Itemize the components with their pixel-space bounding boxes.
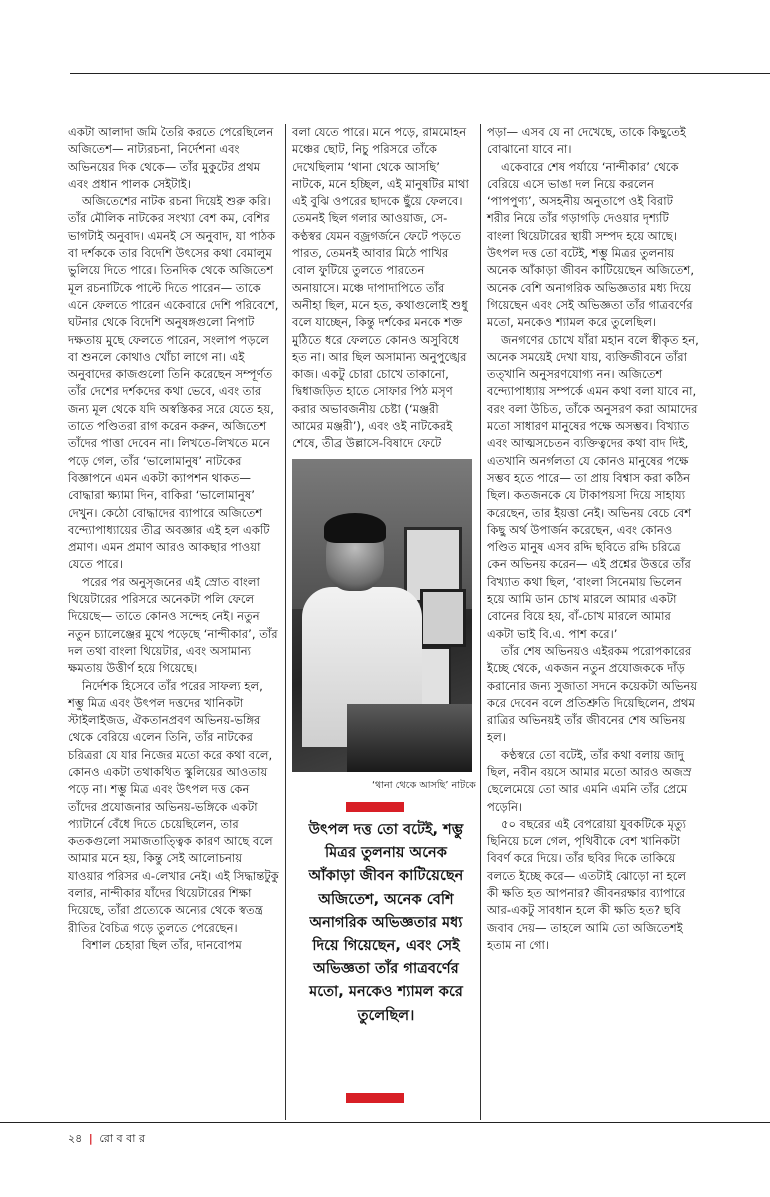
article-column-3 xyxy=(487,124,699,954)
page-number: ২৪ xyxy=(68,1132,83,1145)
photo-desk xyxy=(347,704,472,772)
photo-figure-hair xyxy=(324,513,386,543)
paragraph: জনগণের চোখে যাঁরা মহান বলে স্বীকৃত হন, অনেক সময়েই দেখা যায়, ব্যক্তিজীবনে তাঁরা তত্খানি অনুসরণযোগ্য নন। অজিতেশ বন্দ্যোপাধ্যায় সম্পর্কে এমন কথা বলা যাবে না, বরং বলা উচিত, তাঁকে অনুসরণ করা আমাদের মতো সাধারণ মানুষের পক্ষে অসম্ভব। বিখ্যাত এবং আত্মসচেতন ব্যক্তিত্বদের কথা বাদ দিই, এতখানি অনর্গলতা যে কোনও মানুষের পক্ষে সম্ভব হতে পারে— তা প্রায় বিশ্বাস করা কঠিন ছিল। কতজনকে যে টাকাপয়সা দিয়ে সাহায্য করেছেন, তার ইয়ত্তা নেই। অভিনয় বেচে বেশ কিছু অর্থ উপার্জন করেছেন, এবং কোনও পণ্ডিত মানুষ এসব রদ্দি ছবিতে রদ্দি চরিত্রে কেন অভিনয় করেন— এই প্রশ্নের উত্তরে তাঁর বিখ্যাত কথা ছিল, ‘বাংলা সিনেমায় ভিলেন হয়ে আমি ডান চোখ মারলে আমার একটা বোনের বিয়ে হয়, বাঁ-চোখ মারলে আমার একটা ভাই বি.এ. পাশ করে।’ xyxy=(487,332,699,641)
pullquote-bar-bottom xyxy=(346,1093,404,1103)
folio-separator: | xyxy=(88,1132,93,1145)
paragraph: একটা আলাদা জমি তৈরি করতে পেরেছিলেন অজিতেশ— নাট্যরচনা, নির্দেশনা এবং অভিনয়ের দিক থেকে— তাঁর মুকুটের প্রথম এবং প্রধান পালক সেইটাই। xyxy=(68,125,274,191)
column-divider-2 xyxy=(480,124,481,1120)
paragraph: অজিতেশের নাটক রচনা দিয়েই শুরু করি। তাঁর মৌলিক নাটকের সংখ্যা বেশ কম, বেশির ভাগটাই অনুবাদ। এমনই সে অনুবাদ, যা পাঠক বা দর্শককে তার বিদেশি উৎসের কথা বেমালুম ভুলিয়ে দিতে পারে। তিনদিক থেকে অজিতেশ মূল রচনাটিকে পাল্টে দিতে পারেন— তাকে এনে ফেলতে পারেন একেবারে দেশি পরিবেশে, ঘটনার থেকে বিদেশি অনুষঙ্গগুলো নিপাট দক্ষতায় মুছে ফেলতে পারেন, সংলাপ পড়লে বা শুনলে কোথাও খোঁচা লাগে না। এই অনুবাদের কাজগুলো তিনি করেছেন সম্পূর্ণত তাঁর দেশের দর্শকদের কথা ভেবে, এবং তার জন্য মূল থেকে যদি অস্বস্তিকর সরে যেতে হয়, তাতে পণ্ডিতরা রাগ করেন করুন, অজিতেশ তাঁদের পাত্তা দেবেন না। লিখতে-লিখতে মনে পড়ে গেল, তাঁর ‘ভালোমানুষ’ নাটকের বিজ্ঞাপনে এমন একটা ক্যাপশন থাকত— বোদ্ধারা ক্ষ্যামা দিন, বাকিরা ‘ভালোমানুষ’ দেখুন। কেঠো বোদ্ধাদের ব্যাপারে অজিতেশ বন্দ্যোপাধ্যায়ের তীব্র অবজ্ঞার এই হল একটি প্রমাণ। এমন প্রমাণ আরও আকছার পাওয়া যেতে পারে। xyxy=(68,194,279,572)
column-divider-1 xyxy=(285,124,286,1120)
magazine-name: রো ব বা র xyxy=(99,1132,146,1145)
photo-wall-frame xyxy=(417,647,451,711)
paragraph: কণ্ঠস্বরে তো বটেই, তাঁর কথা বলায় জাদু ছিল, নবীন বয়সে আমার মতো আরও অজস্র ছেলেমেয়ে তো আর এমনি এমনি তাঁর প্রেমে পড়েনি। xyxy=(487,747,692,814)
paragraph: ৫০ বছরের এই বেপরোয়া যুবকটিকে মৃত্যু ছিনিয়ে চলে গেল, পৃথিবীকে বেশ খানিকটা বিবর্ণ করে দিয়ে। তাঁর ছবির দিকে তাকিয়ে বলতে ইচ্ছে করে— এতটাই ঝোড়ো না হলে কী ক্ষতি হত আপনার? জীবনরক্ষার ব্যাপারে আর-একটু সাবধান হলে কী ক্ষতি হত? ছবি জবাব দেয়— তাহলে আমি তো অজিতেশই হতাম না গো। xyxy=(487,816,687,952)
paragraph: বলা যেতে পারে। মনে পড়ে, রামমোহন মঞ্চের ছোট, নিচু পরিসরে তাঁকে দেখেছিলাম ‘থানা থেকে আসছি’ নাটকে, মনে হচ্ছিল, এই মানুষটির মাথা এই বুঝি ওপরের ছাদকে ছুঁয়ে ফেলবে। তেমনই ছিল গলার আওয়াজ, সে-কণ্ঠস্বর যেমন বজ্রগর্জনে ফেটে পড়তে পারত, তেমনই আবার মিঠে পাখির বোল ফুটিয়ে তুলতে পারতেন অনায়াসে। মঞ্চে দাপাদাপিতে তাঁর অনীহা ছিল, মনে হত, কথাগুলোই শুধু বলে যাচ্ছেন, কিন্তু দর্শকের মনকে শক্ত মুঠিতে ধরে ফেলতে কোনও অসুবিধে হত না। আর ছিল অসামান্য অনুপুঙ্খের কাজ। একটু চোরা চোখে তাকানো, দ্বিধাজড়িত হাতে সোফার পিঠ মসৃণ করার অভাবজনীয় চেষ্টা (‘মঞ্জরী আমের মঞ্জরী’), এবং ওই নাটকেরই শেষে, তীব্র উল্লাসে-বিষাদে ফেটে xyxy=(292,125,469,451)
paragraph: নির্দেশক হিসেবে তাঁর পরের সাফল্য হল, শম্ভু মিত্র এবং উৎপল দত্তদের খানিকটা স্টাইলাইজড, ঐকতানপ্রবণ অভিনয়-ভঙ্গির থেকে বেরিয়ে এলেন তিনি, তাঁর নাটকের চরিত্ররা যে যার নিজের মতো করে কথা বলে, কোনও একটা তথাকথিত স্কুলিয়ের আওতায় পড়ে না। শম্ভু মিত্র এবং উৎপল দত্ত কেন তাঁদের প্রযোজনার অভিনয়-ভঙ্গিকে একটা প্যাটার্নে বেঁধে দিতে চেয়েছিলেন, তার কতকগুলো সমাজতাত্ত্বিক কারণ আছে বলে আমার মনে হয়, কিন্তু সেই আলোচনায় যাওয়ার পরিসর এ-লেখার নেই। এই সিদ্ধান্তটুকু বলার, নান্দীকার যাঁদের থিয়েটারের শিক্ষা দিয়েছে, তাঁরা প্রত্যেকে অন্যের থেকে স্বতন্ত্র রীতির বৈচিত্র গড়ে তুলতে পেরেছেন। xyxy=(68,678,279,935)
bottom-rule xyxy=(0,1122,770,1123)
page-folio xyxy=(68,1130,145,1149)
top-rule xyxy=(70,73,770,74)
article-column-1 xyxy=(68,124,280,954)
paragraph: তাঁর শেষ অভিনয়ও এইরকম পরোপকারের ইচ্ছে থেকে, একজন নতুন প্রযোজককে দাঁড় করানোর জন্য সুজাতা সদনে কয়েকটা অভিনয় করে দেবেন বলে প্রতিশ্রুতি দিয়েছিলেন, প্রথম রাত্রির অভিনয়ই তাঁর জীবনের শেষ অভিনয় হল। xyxy=(487,643,698,745)
pullquote: উৎপল দত্ত তো বটেই, শম্ভু মিত্রর তুলনায় অনেক আঁকাড়া জীবন কাটিয়েছেন অজিতেশ, অনেক বেশি অনাগরিক অভিজ্ঞতার মধ্য দিয়ে গিয়েছেন, এবং সেই অভিজ্ঞতা তাঁর গাত্রবর্ণের মতো, মনকেও শ্যামল করে তুলেছিল। xyxy=(308,821,464,1024)
paragraph: পরের পর অনুসৃজনের এই স্রোত বাংলা থিয়েটারের পরিসরে অনেকটা পলি ফেলে দিয়েছে— তাতে কোনও সন্দেহ নেই। নতুন নতুন চ্যালেঞ্জের মুখে পড়েছে ‘নান্দীকার’, তাঁর দল তথা বাংলা থিয়েটার, এবং অসামান্য ক্ষমতায় উত্তীর্ণ হয়ে গিয়েছে। xyxy=(68,574,278,676)
photo-wall-frame xyxy=(420,589,466,647)
pullquote-bar-top xyxy=(346,802,404,812)
actor-photo xyxy=(292,459,472,772)
paragraph: পড়া— এসব যে না দেখেছে, তাকে কিছুতেই বোঝানো যাবে না। xyxy=(487,125,686,157)
photo-caption: ‘থানা থেকে আসছি’ নাটকে xyxy=(372,780,476,791)
paragraph: একেবারে শেষ পর্যায়ে ‘নান্দীকার’ থেকে বেরিয়ে এসে ভাঙা দল নিয়ে করলেন ‘পাপপুণ্য’, অসহনীয় অনুতাপে ওই বিরাট শরীর নিয়ে তাঁর গড়াগড়ি দেওয়ার দৃশ্যটি বাংলা থিয়েটারের স্থায়ী সম্পদ হয়ে আছে। উৎপল দত্ত তো বটেই, শম্ভু মিত্রর তুলনায় অনেক আঁকাড়া জীবন কাটিয়েছেন অজিতেশ, অনেক বেশি অনাগরিক অভিজ্ঞতার মধ্য দিয়ে গিয়েছেন এবং সেই অভিজ্ঞতা তাঁর গাত্রবর্ণের মতো, মনকেও শ্যামল করে তুলেছিল। xyxy=(487,159,695,330)
paragraph: বিশাল চেহারা ছিল তাঁর, দানবোপম xyxy=(82,937,242,952)
article-column-2 xyxy=(292,124,472,453)
